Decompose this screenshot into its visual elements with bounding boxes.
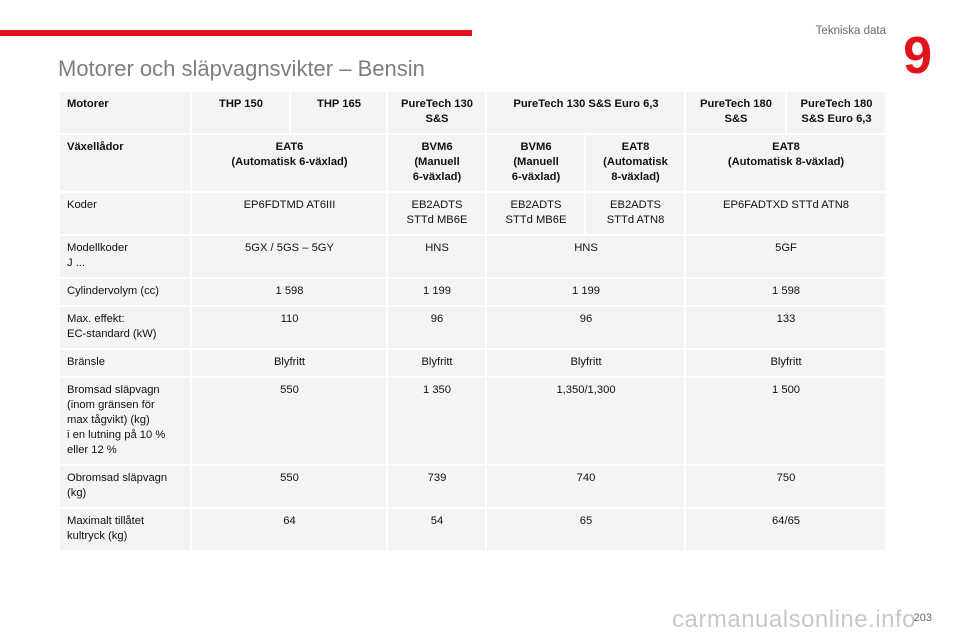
table-cell: BVM6 (Manuell 6-växlad) — [387, 134, 486, 192]
row-label-gearbox: Växellådor — [59, 134, 191, 192]
table-cell: 5GF — [685, 235, 886, 278]
table-cell: EAT6 (Automatisk 6-växlad) — [191, 134, 387, 192]
row-label-codes: Koder — [59, 192, 191, 235]
engine-header: PureTech 130 S&S Euro 6,3 — [486, 91, 685, 134]
table-cell: EB2ADTS STTd MB6E — [486, 192, 585, 235]
engine-header: THP 165 — [290, 91, 387, 134]
table-row-nose-weight — [59, 508, 886, 551]
page-title: Motorer och släpvagnsvikter – Bensin — [58, 56, 425, 81]
chapter-number: 9 — [903, 27, 932, 85]
table-cell: Blyfritt — [191, 349, 387, 377]
table-cell: 65 — [486, 508, 685, 551]
engine-header: PureTech 180 S&S Euro 6,3 — [786, 91, 886, 134]
table-cell: 1,350/1,300 — [486, 377, 685, 465]
table-cell: EAT8 (Automatisk 8-växlad) — [685, 134, 886, 192]
table-row-model-codes — [59, 235, 886, 278]
table-cell: 64/65 — [685, 508, 886, 551]
header-accent-bar — [0, 30, 472, 36]
table-cell: 550 — [191, 377, 387, 465]
table-cell: HNS — [486, 235, 685, 278]
table-row-braked-trailer — [59, 377, 886, 465]
table-cell: 1 598 — [685, 278, 886, 306]
table-cell: 750 — [685, 465, 886, 508]
engine-header: PureTech 130 S&S — [387, 91, 486, 134]
row-label-power: Max. effekt: EC-standard (kW) — [59, 306, 191, 349]
page-number: 203 — [913, 612, 932, 624]
row-label-fuel: Bränsle — [59, 349, 191, 377]
table-cell: EP6FADTXD STTd ATN8 — [685, 192, 886, 235]
table-row-fuel — [59, 349, 886, 377]
section-label: Tekniska data — [815, 25, 886, 37]
row-label-displacement: Cylindervolym (cc) — [59, 278, 191, 306]
table-cell: 1 199 — [486, 278, 685, 306]
table-cell: 1 199 — [387, 278, 486, 306]
row-label-braked-trailer: Bromsad släpvagn (inom gränsen för max tågvikt) (kg) i en lutning på 10 % eller 12 % — [59, 377, 191, 465]
table-cell: 5GX / 5GS – 5GY — [191, 235, 387, 278]
engine-header: THP 150 — [191, 91, 290, 134]
table-cell: 96 — [486, 306, 685, 349]
table-cell: 110 — [191, 306, 387, 349]
table-cell: EP6FDTMD AT6III — [191, 192, 387, 235]
table-cell: EB2ADTS STTd MB6E — [387, 192, 486, 235]
row-label-engines: Motorer — [59, 91, 191, 134]
table-cell: Blyfritt — [486, 349, 685, 377]
table-cell: EAT8 (Automatisk 8-växlad) — [585, 134, 685, 192]
table-row-unbraked-trailer — [59, 465, 886, 508]
watermark: carmanualsonline.info — [672, 606, 916, 633]
table-cell: 1 598 — [191, 278, 387, 306]
row-label-unbraked-trailer: Obromsad släpvagn (kg) — [59, 465, 191, 508]
table-cell: 133 — [685, 306, 886, 349]
table-cell: 1 350 — [387, 377, 486, 465]
table-cell: 54 — [387, 508, 486, 551]
table-row-codes — [59, 192, 886, 235]
engine-header: PureTech 180 S&S — [685, 91, 786, 134]
table-cell: EB2ADTS STTd ATN8 — [585, 192, 685, 235]
table-row-gearbox — [59, 134, 886, 192]
row-label-nose-weight: Maximalt tillåtet kultryck (kg) — [59, 508, 191, 551]
table-cell: 550 — [191, 465, 387, 508]
row-label-model-codes: Modellkoder J ... — [59, 235, 191, 278]
table-cell: 740 — [486, 465, 685, 508]
table-row-engines — [59, 91, 886, 134]
table-row-displacement — [59, 278, 886, 306]
table-cell: 64 — [191, 508, 387, 551]
table-row-power — [59, 306, 886, 349]
table-cell: 1 500 — [685, 377, 886, 465]
table-cell: HNS — [387, 235, 486, 278]
table-cell: Blyfritt — [387, 349, 486, 377]
table-cell: Blyfritt — [685, 349, 886, 377]
engine-spec-table — [58, 90, 887, 552]
table-cell: BVM6 (Manuell 6-växlad) — [486, 134, 585, 192]
table-cell: 96 — [387, 306, 486, 349]
table-cell: 739 — [387, 465, 486, 508]
